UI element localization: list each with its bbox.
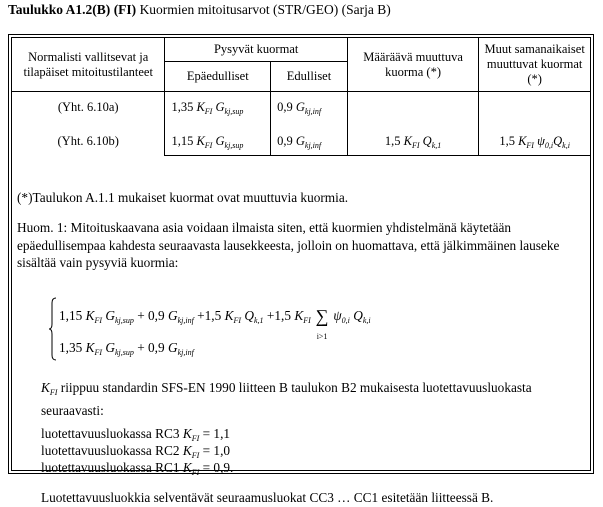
case-6-10a: (Yht. 6.10a) xyxy=(57,99,119,114)
header-unfavourable: Epäedulliset xyxy=(165,62,271,92)
header-accompanying-variable: Muut samanaikaiset muuttuvat kuormat (*) xyxy=(479,38,591,92)
header-design-situation: Normalisti vallitsevat ja tilapäiset mitoitustilanteet xyxy=(12,38,165,92)
case-6-10b: (Yht. 6.10b) xyxy=(57,133,119,148)
note-1: Huom. 1: Mitoituskaavana asia voidaan ilmaista siten, että kuormien yhdistelmänä käytetään epäedullisempaa kahdesta seuraavasta lausekkeesta, jolloin on huomattava, että jälkimmäinen lauseke sisältää vain pysyviä kuormia: xyxy=(17,220,560,270)
formula-line-2: 1,35 $K_{FI}$ $G_{kj,sup} + 0,9$ $G_{kj,inf}$ xyxy=(59,340,194,357)
caption-number: Taulukko A1.2(B) xyxy=(8,2,111,17)
list-item: luotettavuusluokassa RC1 $K_{FI} = 0,9$. xyxy=(41,460,234,477)
table-caption xyxy=(8,2,391,18)
reliability-class-list xyxy=(41,425,233,476)
note-consequence-classes: Luotettavuusluokkia selventävät seuraamusluokat CC3 … CC1 esitetään liitteessä B. xyxy=(41,490,494,505)
table-frame xyxy=(8,34,594,505)
formula-line-1: 1,15 $K_{FI}$ $G_{kj,sup} + 0,9$ $G_{kj,inf} +1,5$ $K_{FI}$ $Q_{k,1} +1,5$ $K_{FI}$ ∑ i>1 $\psi_{0,i}$ $Q_{k,i}$ xyxy=(59,306,371,341)
sum-symbol: ∑ i>1 xyxy=(315,306,329,341)
design-values-table xyxy=(11,37,591,156)
header-permanent-loads: Pysyvät kuormat xyxy=(165,38,347,62)
list-item: luotettavuusluokassa RC3 $K_{FI} = 1,1$ xyxy=(41,426,231,443)
leading-variable-cell: 1,5 $K_{FI}$ $Q_{k,1}$ xyxy=(347,92,478,156)
header-favourable: Edulliset xyxy=(271,62,348,92)
table-row xyxy=(12,92,165,156)
unfavourable-cell: 1,35 $K_{FI}$ $G_{kj,sup}$ 1,15 $K_{FI}$ $G_{kj,sup}$ xyxy=(165,92,271,156)
caption-tag: (FI) xyxy=(113,2,137,17)
accompanying-variable-cell: 1,5 $K_{FI}$ $\psi_{0,i}Q_{k,i}$ xyxy=(479,92,591,156)
combination-formula xyxy=(49,297,569,367)
favourable-cell: 0,9 $G_{kj,inf}$ 0,9 $G_{kj,inf}$ xyxy=(271,92,348,156)
list-item: luotettavuusluokassa RC2 $K_{FI} = 1,0$ xyxy=(41,443,231,460)
caption-title: Kuormien mitoitusarvot (STR/GEO) (Sarja B) xyxy=(139,2,391,17)
note-kfi: $K_{FI}$ riippuu standardin SFS-EN 1990 liitteen B taulukon B2 mukaisesta luotettavuusluokasta seuraavasti: xyxy=(41,380,532,418)
note-variable-loads: (*)Taulukon A.1.1 mukaiset kuormat ovat muuttuvia kuormia. xyxy=(17,190,349,205)
header-leading-variable: Määräävä muuttuva kuorma (*) xyxy=(347,38,478,92)
left-brace-icon xyxy=(49,297,57,361)
